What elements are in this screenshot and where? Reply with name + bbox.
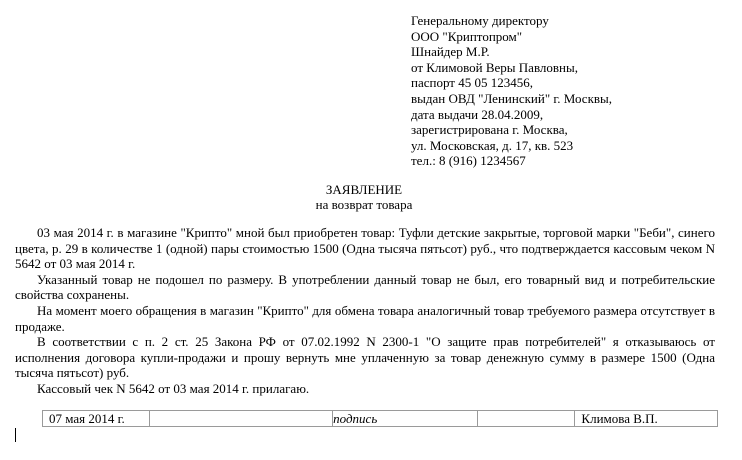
signature-blank-cell: [478, 411, 576, 426]
body-paragraph: Указанный товар не подошел по размеру. В употреблении данный товар не был, его товарный вид и потребительские свойства сохранены.: [15, 271, 715, 303]
body-text: [15, 225, 715, 397]
signature-row: [42, 410, 718, 427]
addressee-line: паспорт 45 05 123456,: [411, 75, 533, 91]
body-paragraph: 03 мая 2014 г. в магазине "Крипто" мной был приобретен товар: Туфли детские закрытые, торговой марки "Беби", синего цвета, р. 29 в количестве 1 (одной) пары стоимостью 1500 (Одна тысяча пятьсот) руб., что подтверждается кассовым чеком N 5642 от 03 мая 2014 г.: [15, 225, 715, 272]
document-subtitle: на возврат товара: [315, 197, 413, 212]
signature-name: Климова В.П.: [581, 411, 658, 426]
addressee-line: зарегистрирована г. Москва,: [411, 122, 568, 138]
addressee-line: ул. Московская, д. 17, кв. 523: [411, 137, 574, 153]
document-title: ЗАЯВЛЕНИЕ: [325, 182, 403, 197]
signature-blank-cell: [150, 411, 333, 426]
addressee-line: дата выдачи 28.04.2009,: [411, 106, 544, 122]
addressee-line: ООО "Криптопром": [411, 28, 523, 44]
body-paragraph: На момент моего обращения в магазин "Крипто" для обмена товара аналогичный товар требуемого размера отсутствует в продаже.: [15, 302, 715, 334]
body-paragraph: Кассовый чек N 5642 от 03 мая 2014 г. прилагаю.: [37, 380, 310, 396]
addressee-line: тел.: 8 (916) 1234567: [411, 153, 526, 169]
addressee-line: Генеральному директору: [411, 13, 549, 28]
text-cursor[interactable]: [15, 428, 16, 442]
addressee-block: [411, 13, 612, 169]
body-paragraph: В соответствии с п. 2 ст. 25 Закона РФ от 07.02.1992 N 2300-1 "О защите прав потребителей" я отказываюсь от исполнения договора купли-продажи и прошу вернуть мне уплаченную за товар денежную сумму в размере 1500 (Одна тысяча пятьсот) руб.: [15, 334, 715, 381]
signature-label: подпись: [333, 411, 478, 426]
signature-date: 07 мая 2014 г.: [43, 411, 150, 426]
addressee-line: выдан ОВД "Ленинский" г. Москвы,: [411, 90, 613, 106]
addressee-line: от Климовой Веры Павловны,: [411, 59, 578, 75]
addressee-line: Шнайдер М.Р.: [411, 44, 490, 60]
